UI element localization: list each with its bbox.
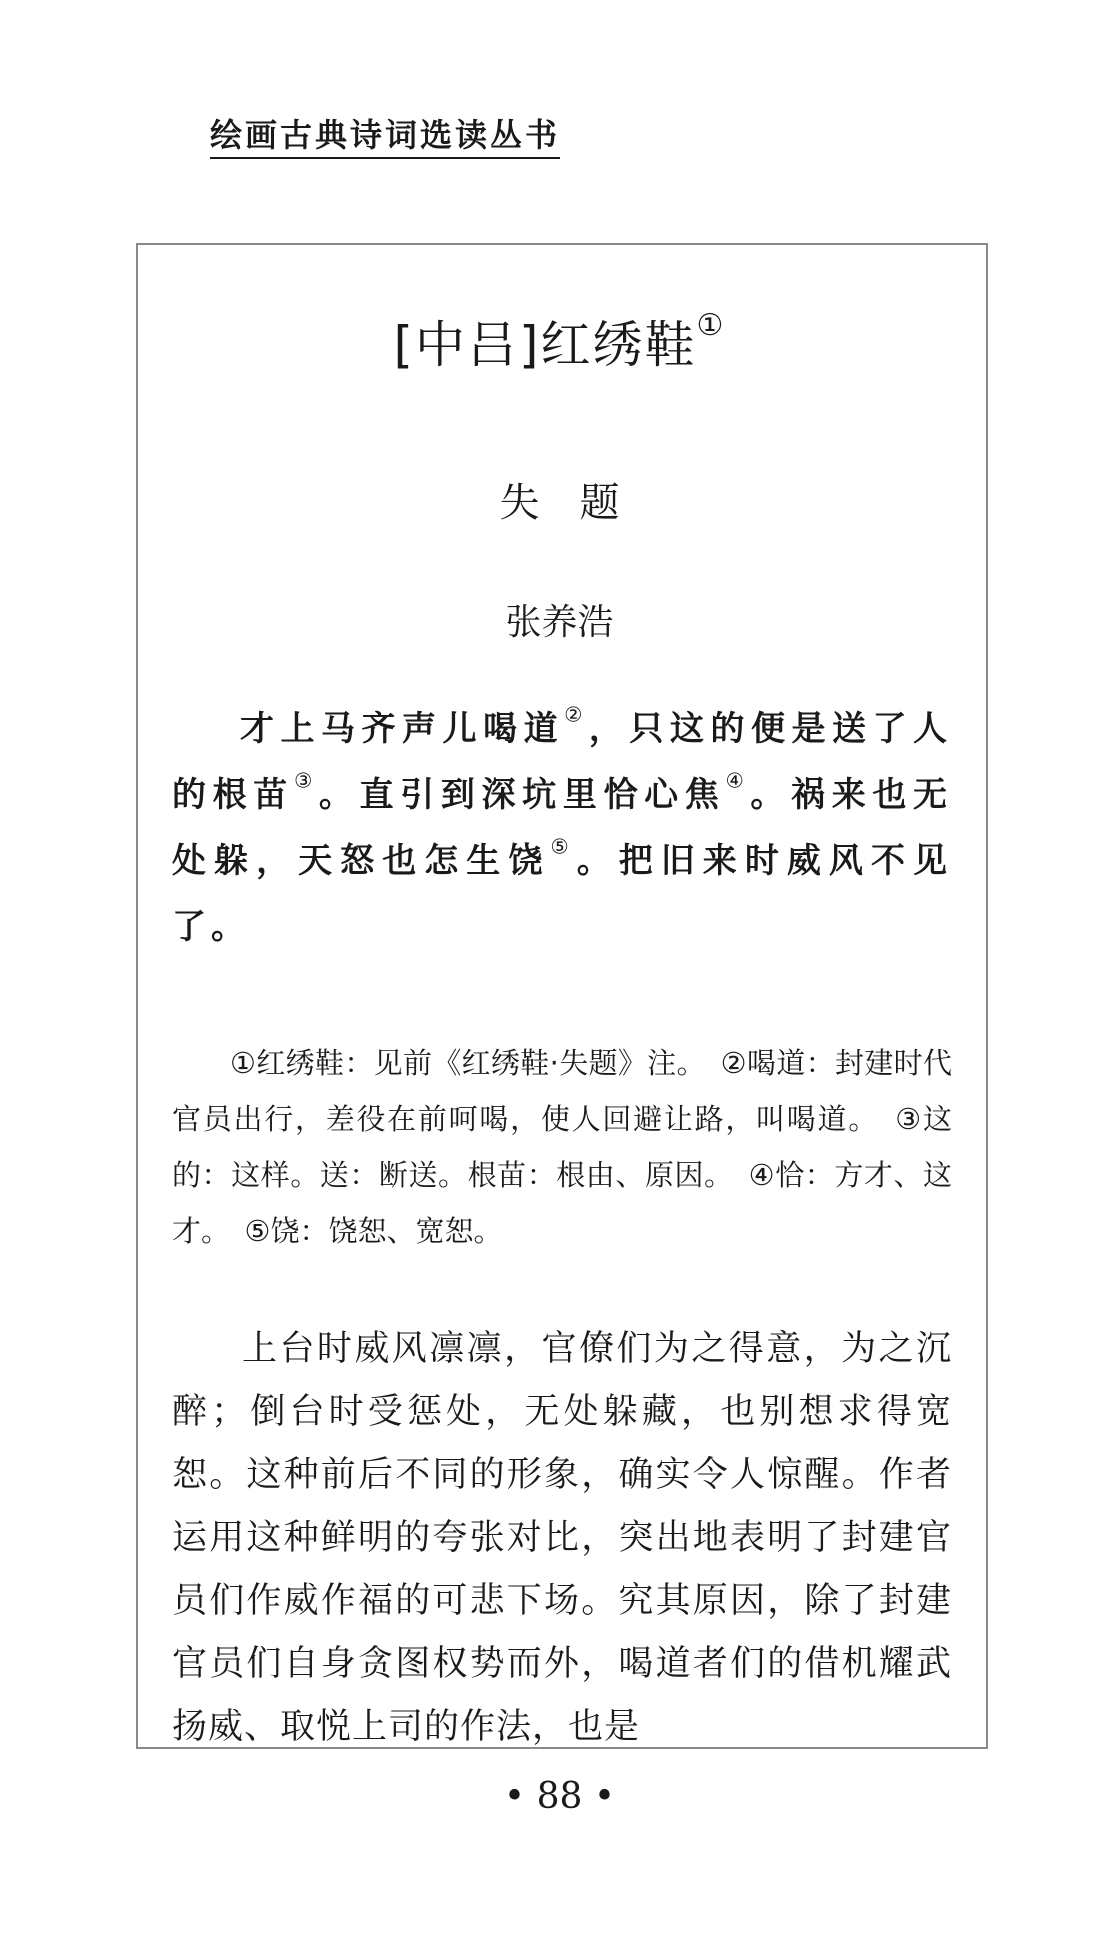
page-number: • 88 •: [503, 1776, 616, 1817]
poem-title: [0, 308, 1119, 375]
poem-subtitle: 失 题: [499, 480, 620, 526]
poem-segment: 。祸来也无处躲，天怒也怎生饶: [172, 775, 953, 881]
poem-text: [172, 696, 952, 960]
annotations-text: ①红绣鞋：见前《红绣鞋·失题》注。 ②喝道：封建时代官员出行，差役在前呵喝，使人回避让路，叫喝道。 ③这的：这样。送：断送。根苗：根由、原因。 ④恰：方才、这才。 ⑤饶：饶恕、宽恕。: [172, 1046, 952, 1248]
poem-segment: 才上马齐声儿喝道: [240, 709, 565, 749]
poem-author: 张养浩: [505, 602, 614, 643]
note-mark: ④: [725, 768, 751, 793]
annotations: [172, 1035, 952, 1259]
series-header: 绘画古典诗词选读丛书: [210, 115, 560, 159]
note-mark: ②: [564, 702, 589, 727]
poem-segment: ，只这的便是送了人的根苗: [172, 709, 953, 815]
title-note-mark: ①: [696, 308, 726, 343]
commentary: [172, 1318, 952, 1759]
note-mark: ⑤: [550, 834, 577, 859]
poem-title-text: [中吕]红绣鞋: [393, 316, 697, 374]
poem-segment: 。直引到深坑里恰心焦: [318, 775, 726, 815]
note-mark: ③: [293, 768, 319, 793]
poem-segment: 。把旧来时威风不见了。: [172, 841, 953, 947]
commentary-text: 上台时威风凛凛，官僚们为之得意，为之沉醉；倒台时受惩处，无处躲藏，也别想求得宽恕。这种前后不同的形象，确实令人惊醒。作者运用这种鲜明的夸张对比，突出地表明了封建官员们作威作福的可悲下场。究其原因，除了封建官员们自身贪图权势而外，喝道者们的借机耀武扬威、取悦上司的作法，也是: [172, 1329, 952, 1747]
